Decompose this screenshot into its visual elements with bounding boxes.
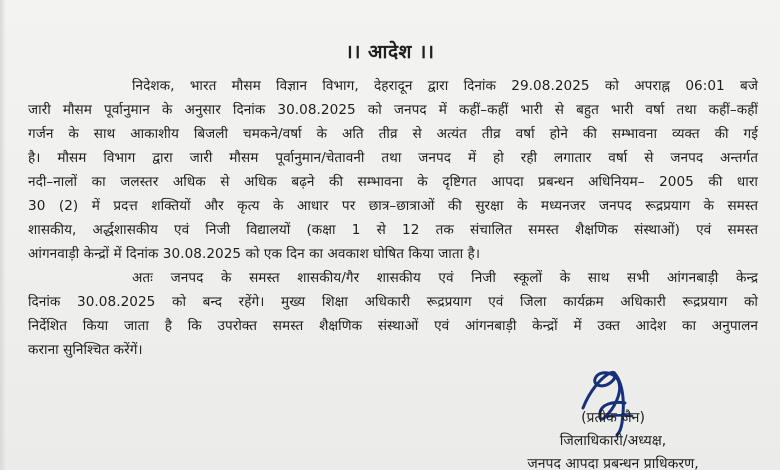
document-title: ।। आदेश ।।: [345, 41, 435, 63]
signatory-name: (प्रतीक जैन): [581, 410, 645, 426]
paragraph-2-line-1: अतः जनपद के समस्त शासकीय/गैर शासकीय एवं निजी स्कूलों के साथ सभी आंगनबाड़ी केन्द्र: [132, 270, 758, 286]
paragraph-1-line-4: है। मौसम विभाग द्वारा जारी मौसम पूर्वानुमान/चेतावनी तथा जनपद में हो रही लगातार वर्षा से जनपद अन्तर्गत: [28, 150, 758, 166]
paragraph-1-line-8: आंगनवाड़ी केन्द्रों में दिनांक 30.08.2025 को एक दिन का अवकाश घोषित किया जाता है।: [28, 246, 481, 262]
paragraph-2-line-4: कराना सुनिश्चित करेंगें।: [28, 342, 143, 358]
paragraph-1-line-1: निदेशक, भारत मौसम विज्ञान विभाग, देहरादून द्वारा दिनांक 29.08.2025 को अपराह्न 06:01 बजे: [132, 78, 758, 94]
paragraph-1-line-5: नदी–नालों का जलस्तर अधिक से अधिक बढ़ने की सम्भावना के दृष्टिगत आपदा प्रबन्धन अधिनियम– 2005 की धारा: [28, 174, 758, 190]
paragraph-2-line-3: निर्देशित किया जाता है कि उपरोक्त समस्त शैक्षणिक संस्थाओं एवं आंगनबाड़ी केन्द्रों में उक्त आदेश का अनुपालन: [28, 318, 758, 334]
paragraph-1-line-6: 30 (2) में प्रदत्त शक्तियों और कृत्य के आधार पर छात्र–छात्राओं की सुरक्षा के मध्यनजर जनपद रूद्रप्रयाग के समस्त: [28, 198, 758, 214]
signatory-authority: जनपद आपदा प्रबन्धन प्राधिकरण,: [527, 456, 699, 470]
paragraph-1-line-3: गर्जन के साथ आकाशीय बिजली चमकने/वर्षा के अति तीव्र से अत्यंत तीव्र वर्षा होने की सम्भावना व्यक्त की गई: [28, 126, 758, 142]
paragraph-2-line-2: दिनांक 30.08.2025 को बन्द रहेंगे। मुख्य शिक्षा अधिकारी रूद्रप्रयाग एवं जिला कार्यक्रम अधिकारी रूद्रप्रयाग को: [28, 294, 758, 310]
signatory-designation: जिलाधिकारी/अध्यक्ष,: [559, 433, 667, 449]
paragraph-1-line-7: शासकीय, अर्द्धशासकीय एवं निजी विद्यालयों (कक्षा 1 से 12 तक संचालित समस्त शैक्षणिक संस्थाओं) एवं समस्त: [28, 222, 758, 238]
page-edge-shadow: [0, 0, 6, 470]
paragraph-1-line-2: जारी मौसम पूर्वानुमान के अनुसार दिनांक 30.08.2025 को जनपद में कहीं–कहीं भारी से बहुत भारी वर्षा तथा कहीं–कहीं: [28, 102, 758, 118]
